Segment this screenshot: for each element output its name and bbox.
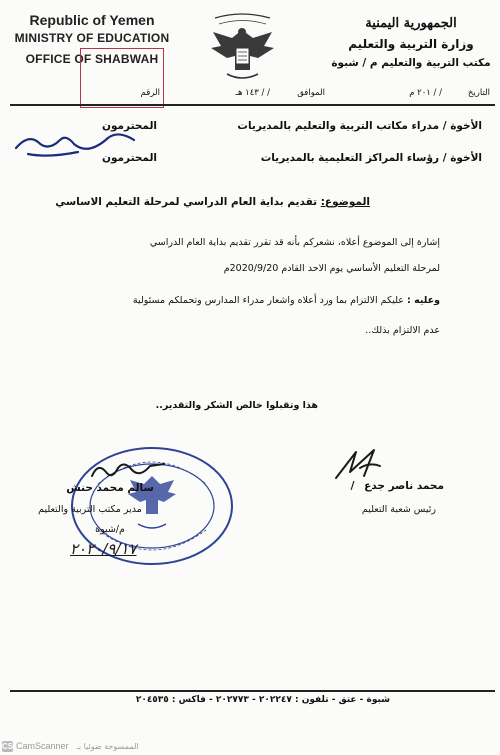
header-arabic xyxy=(330,14,492,72)
header-office-en: OFFICE OF SHABWAH xyxy=(25,52,159,66)
section-head-title: رئيس شعبة التعليم xyxy=(361,504,436,515)
subject-label: الموضوع: xyxy=(320,196,370,208)
closing-line: هذا وتقبلوا خالص الشكر والتقدير.. xyxy=(155,400,318,411)
addressee-2-text: الأخوة / رؤساء المراكز التعليمية بالمديريات xyxy=(260,152,482,164)
header-ministry-en: MINISTRY OF EDUCATION xyxy=(14,31,170,45)
eagle-emblem-icon xyxy=(205,8,280,88)
camscanner-watermark xyxy=(0,738,160,754)
director-title: مدير مكتب التربية والتعليم xyxy=(38,504,142,515)
body-p2-text: عليكم الالتزام بما ورد أعلاه واشعار مدراء المدارس وتحملكم مسئولية xyxy=(132,295,404,306)
director-name: سالم محمد حنش xyxy=(66,482,154,494)
hijri-value: / / ١٤٣ هـ xyxy=(235,88,270,98)
subject-text: تقديم بداية العام الدراسي لمرحلة التعليم الاساسي xyxy=(55,196,318,208)
footer-contact: شبوة - عتق - تلفون : ٢٠٢٢٤٧ - ٢٠٢٧٧٣ - فاكس : ٢٠٤٥٣٥ xyxy=(135,695,390,705)
corresponding-label: الموافق xyxy=(297,88,325,98)
camscanner-text: CamScanner xyxy=(16,741,69,751)
body-p1-line-2: لمرحلة التعليم الأساسي يوم الاحد القادم 2020/9/20م xyxy=(223,263,440,274)
date-label: التاريخ xyxy=(467,88,490,98)
ref-label: الرقم xyxy=(140,88,160,98)
emblem xyxy=(205,8,280,88)
body-p1-line-1: إشارة إلى الموضوع أعلاه، نشعركم بأنه قد تقرر تقديم بداية العام الدراسي xyxy=(149,237,440,248)
header-country-ar: الجمهورية اليمنية xyxy=(365,16,457,31)
addressee-1 xyxy=(237,120,482,132)
body-p2-line-2: عدم الالتزام بذلك.. xyxy=(365,325,440,336)
subject-line xyxy=(55,196,370,208)
date-value: / / ٢٠١ م xyxy=(409,88,442,98)
section-head-name-text: محمد ناصر جدع xyxy=(364,480,444,492)
camscanner-text-ar: الممسوحة ضوئيا بـ xyxy=(76,741,139,751)
body-p2-line-1 xyxy=(133,286,440,316)
body-p2-label: وعليه : xyxy=(406,295,440,306)
reference-line xyxy=(90,88,490,102)
body-paragraph-2 xyxy=(133,286,440,346)
addressee-2 xyxy=(261,152,482,164)
footer-divider xyxy=(10,690,495,692)
addressee-2-honorific: المحترمون xyxy=(102,152,158,164)
director-place: م/شبوة xyxy=(95,524,125,535)
handwritten-date: ٢٠٢٠/٩/١٧ xyxy=(70,540,137,558)
camscanner-logo-icon: CS xyxy=(2,741,14,751)
header-ministry-ar: وزارة التربية والتعليم xyxy=(348,37,474,51)
header-country-en: Republic of Yemen xyxy=(29,12,155,28)
header-office-ar: مكتب التربية والتعليم م / شبوة xyxy=(331,57,491,69)
addressee-1-honorific: المحترمون xyxy=(102,120,158,132)
section-head-name: محمد ناصر جدع / xyxy=(350,480,444,492)
addressee-1-text: الأخوة / مدراء مكاتب التربية والتعليم بالمديريات xyxy=(237,120,482,132)
body-paragraph-1 xyxy=(150,230,440,282)
